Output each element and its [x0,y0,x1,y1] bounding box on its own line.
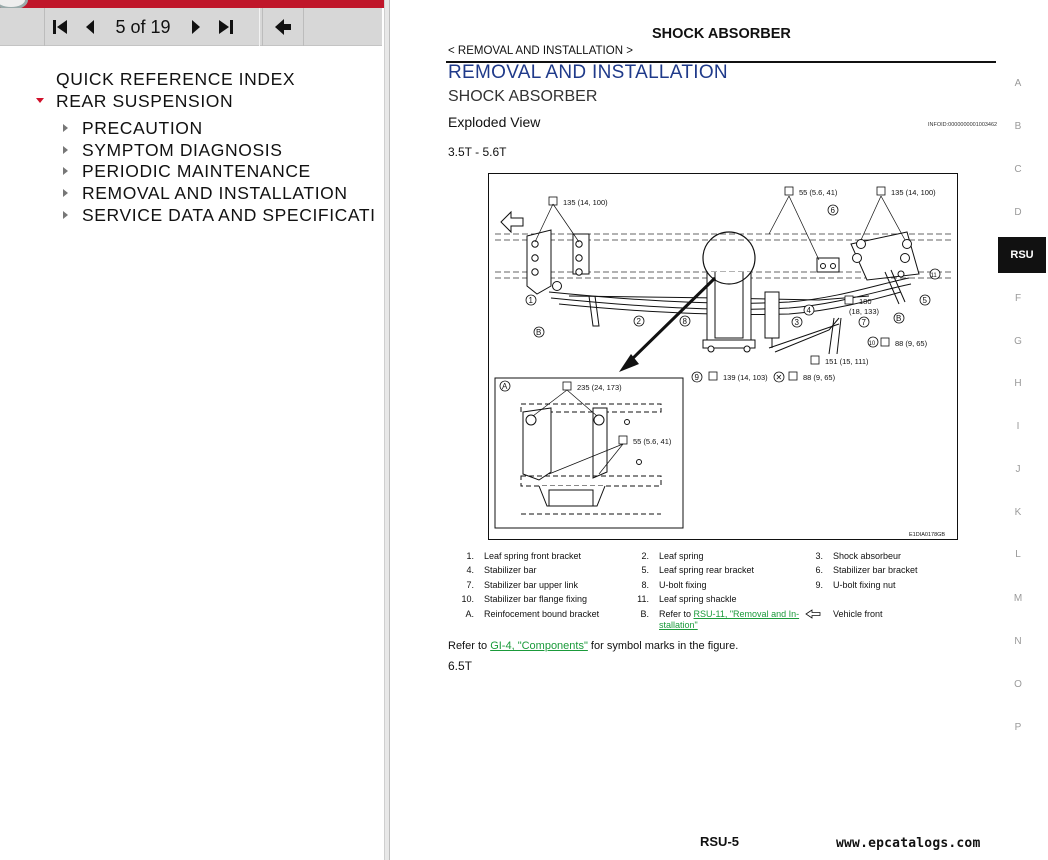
page-title: REMOVAL AND INSTALLATION [448,62,728,83]
toc-item-removal-and-installation[interactable] [82,182,348,204]
svg-text:B: B [896,314,902,323]
torque-label: 180 [859,297,872,306]
svg-text:7: 7 [861,318,866,327]
watermark: www.epcatalogs.com [836,836,981,851]
torque-label: 55 (5.6, 41) [633,437,672,446]
tab-k[interactable]: K [1014,507,1022,518]
toc-item-label: REAR SUSPENSION [56,91,234,111]
tab-c[interactable]: C [1014,164,1022,175]
next-page-icon [188,17,204,37]
tab-h[interactable]: H [1014,378,1022,389]
tab-p[interactable]: P [1014,722,1022,733]
toc-item-rear-suspension[interactable] [56,90,233,112]
page-indicator: 5 of 19 [115,16,171,37]
expanded-caret-icon[interactable] [36,98,44,103]
info-id: INFOID:0000000001003462 [928,122,998,128]
svg-text:6: 6 [830,206,835,215]
svg-text:2: 2 [636,317,641,326]
tab-d[interactable]: D [1014,207,1022,218]
torque-label: (18, 133) [849,307,880,316]
svg-text:✕: ✕ [775,373,783,382]
toc-item-symptom-diagnosis[interactable] [82,139,282,161]
toc-item-periodic-maintenance[interactable] [82,160,311,182]
tab-j[interactable]: J [1015,464,1021,475]
torque-label: 88 (9, 65) [803,373,836,382]
tab-o[interactable]: O [1014,679,1022,690]
back-button[interactable] [268,8,298,46]
rsu-11-link-cont[interactable]: stallation" [659,620,698,630]
rsu-11-link[interactable]: RSU-11, "Removal and In- [693,609,800,619]
collapsed-caret-icon[interactable] [63,211,68,219]
toc-item-service-data[interactable] [82,204,376,226]
tab-i[interactable]: I [1016,421,1020,432]
toc-item-label: REMOVAL AND INSTALLATION [82,183,348,203]
toc-item-precaution[interactable] [82,117,203,139]
torque-label: 135 (14, 100) [563,198,608,207]
previous-page-button[interactable] [75,8,105,46]
svg-text:1: 1 [528,296,533,305]
inset-label: A [502,382,508,391]
vehicle-front-arrow-icon [805,609,823,619]
prev-page-icon [82,17,98,37]
section-index-tabs [998,0,1048,860]
skip-last-icon [216,17,236,37]
app-title-strip [0,0,384,8]
navigation-pane [0,0,384,860]
svg-text:11: 11 [930,273,937,279]
toc-item-label: PERIODIC MAINTENANCE [82,161,311,181]
svg-text:8: 8 [682,317,687,326]
page-navigation-toolbar [0,8,382,46]
collapsed-caret-icon[interactable] [63,189,68,197]
exploded-view-drawing [489,174,959,541]
toc-item-label: SYMPTOM DIAGNOSIS [82,140,283,160]
back-arrow-icon [273,17,293,37]
symbol-reference-note: Refer to GI-4, "Components" for symbol marks in the figure. [448,640,739,652]
toc-item-label: QUICK REFERENCE INDEX [56,69,296,89]
collapsed-caret-icon[interactable] [63,146,68,154]
section-heading: Exploded View [448,114,541,130]
svg-text:3: 3 [794,318,799,327]
svg-text:B: B [536,328,542,337]
page-number: RSU-5 [700,834,740,849]
next-page-button[interactable] [181,8,211,46]
figure-code: E1DIA0178GB [909,532,946,538]
svg-text:9: 9 [694,373,699,382]
tab-f[interactable]: F [1014,293,1022,304]
running-header: SHOCK ABSORBER [652,26,791,42]
tab-a[interactable]: A [1014,78,1022,89]
skip-first-icon [50,17,70,37]
history-group [262,8,304,46]
tab-m[interactable]: M [1013,593,1023,604]
svg-text:10: 10 [868,341,876,347]
torque-label: 135 (14, 100) [891,188,936,197]
collapsed-caret-icon[interactable] [63,167,68,175]
tab-b[interactable]: B [1014,121,1022,132]
page-navigation-group [44,8,260,46]
last-page-button[interactable] [211,8,241,46]
torque-label: 88 (9, 65) [895,339,928,348]
collapsed-caret-icon[interactable] [63,124,68,132]
tab-rsu[interactable]: RSU [998,237,1046,273]
torque-label: 139 (14, 103) [723,373,768,382]
toc-item-label: SERVICE DATA AND SPECIFICATI [82,205,376,225]
torque-label: 55 (5.6, 41) [799,188,838,197]
toc-item-label: PRECAUTION [82,118,203,138]
page-subtitle: SHOCK ABSORBER [448,88,598,105]
tab-l[interactable]: L [1015,549,1021,560]
toc-item-quick-reference-index[interactable] [56,68,295,90]
first-page-button[interactable] [45,8,75,46]
torque-label: 235 (24, 173) [577,383,622,392]
gi-4-components-link[interactable]: GI-4, "Components" [490,640,588,652]
document-page: SHOCK ABSORBER < REMOVAL AND INSTALLATION > REMOVAL AND INSTALLATION SHOCK ABSORBER Exploded View INFOID:0000000001003462 3.5T - 5.6T 135 (14, 100) 55 (5.6, 41) 135 (14, 100) 180 (18, 133) 88 (9, 65) 151 (15, 111) 139 (14, 103) 88 (9, 65) 1 2 3 4 5 6 7 8 9 10 11 B B ✕ A 235 (24, 173) 55 (5.6, 41) E1DIA0178GB 1. Leaf spring front bracket 2. Leaf spring 3. Shock absorbeur 4. Stabilizer bar 5. Leaf spring rear bracket 6. Stabilizer bar bracket 7. Stabilizer bar upper link 8. U-bolt fixing 9. U-bolt fixing nut 10. Stabilizer bar flange fixing 11. Leaf spring shackle A. Reinfocement bound bracket B. Refer to RSU-11, "Removal and In- stallation" Vehicle front Refer to GI-4, "Components" for symbol marks in the figure. 6.5T RSU-5 www.epcatalogs.com [390,0,1048,860]
variant-heading: 6.5T [448,659,473,673]
svg-text:4: 4 [806,306,811,315]
svg-text:5: 5 [922,296,927,305]
torque-label: 151 (15, 111) [825,357,869,366]
breadcrumb: < REMOVAL AND INSTALLATION > [448,45,633,57]
tab-n[interactable]: N [1014,636,1022,647]
variant-heading: 3.5T - 5.6T [448,145,507,159]
tab-g[interactable]: G [1014,336,1022,347]
exploded-view-figure [488,173,958,540]
